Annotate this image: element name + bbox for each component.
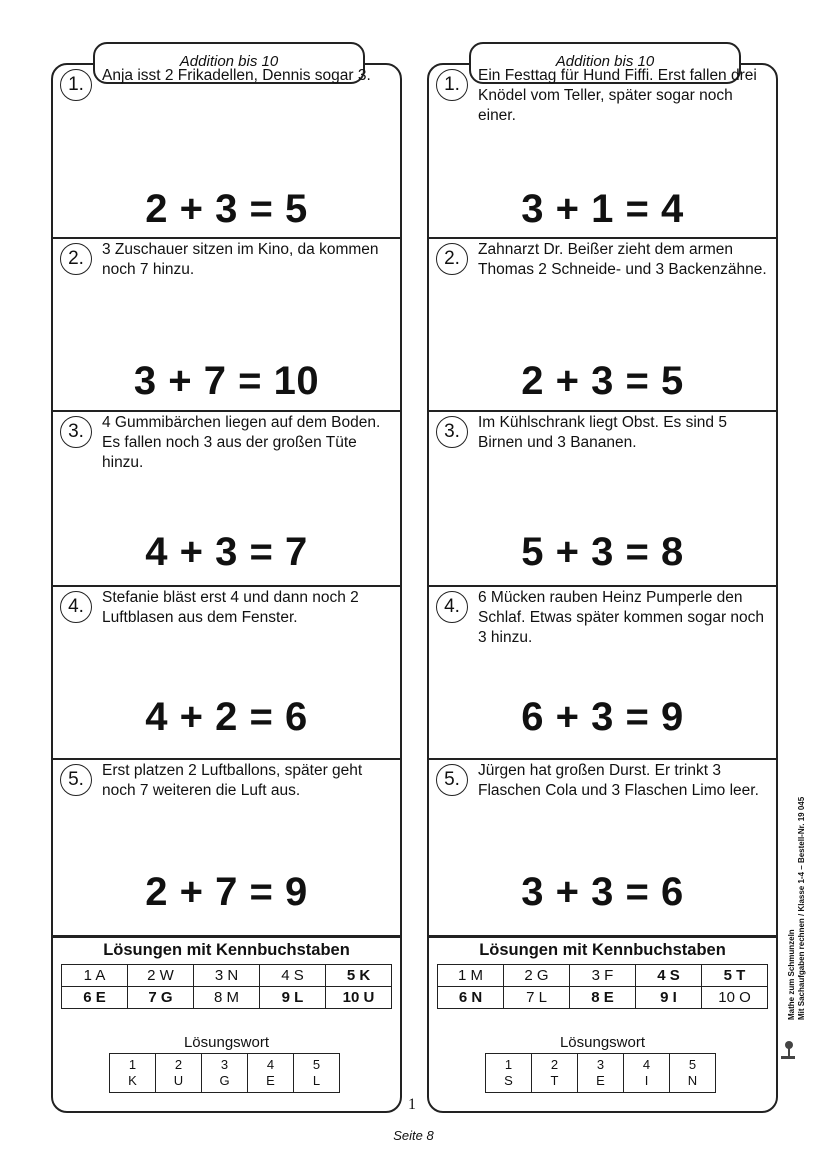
task-text: Erst platzen 2 Luftballons, später geht noch 7 weiteren die Luft aus. [102, 762, 363, 799]
solutions-section [429, 935, 776, 1114]
solution-word-cell [670, 1054, 716, 1093]
solution-cell: 6 E [62, 987, 128, 1009]
solution-cell: 2 G [504, 965, 570, 987]
solution-word-grid [109, 1053, 340, 1093]
solution-word-letter: N [687, 1073, 698, 1088]
solution-cell: 8 E [570, 987, 636, 1009]
task-equation: 3 + 3 = 6 [521, 870, 684, 914]
task-text: 6 Mücken rauben Heinz Pumperle den Schlaf. Etwas später kommen sogar noch 3 hinzu. [478, 589, 765, 646]
solution-cell: 3 N [194, 965, 260, 987]
solution-cell: 9 L [260, 987, 326, 1009]
solution-word-index: 4 [642, 1057, 651, 1072]
solution-word-cell [110, 1054, 156, 1093]
solution-word-label: Lösungswort [559, 1034, 646, 1051]
task-item [429, 410, 776, 585]
task-equation: 5 + 3 = 8 [521, 530, 684, 574]
task-card [427, 53, 778, 1113]
task-number: 1. [60, 69, 92, 101]
solutions-title: Lösungen mit Kennbuchstaben [479, 941, 726, 959]
task-equation: 2 + 3 = 5 [521, 359, 684, 403]
solution-word-label: Lösungswort [183, 1034, 270, 1051]
task-item [53, 758, 400, 935]
solution-word-cell [578, 1054, 624, 1093]
task-text: Jürgen hat großen Durst. Er trinkt 3 Flaschen Cola und 3 Flaschen Limo leer. [478, 762, 759, 799]
publisher-side-note [787, 797, 807, 1020]
task-number: 1. [436, 69, 468, 101]
solution-word-letter: S [504, 1073, 513, 1088]
task-item [429, 237, 776, 410]
task-item [53, 237, 400, 410]
task-item [53, 585, 400, 758]
solution-word-letter: I [644, 1073, 649, 1088]
solution-cell: 1 A [62, 965, 128, 987]
solutions-row [62, 965, 392, 987]
task-text: 4 Gummibärchen liegen auf dem Boden. Es fallen noch 3 aus der großen Tüte hinzu. [102, 414, 381, 471]
card-title: Addition bis 10 [93, 42, 365, 84]
task-number: 5. [436, 764, 468, 796]
page-number: 1 [408, 1096, 416, 1113]
solution-word-cell [532, 1054, 578, 1093]
task-number: 4. [60, 591, 92, 623]
task-item [429, 758, 776, 935]
solution-cell: 7 L [504, 987, 570, 1009]
task-equation: 2 + 7 = 9 [145, 870, 308, 914]
solutions-row [438, 965, 768, 987]
task-text: Ein Festtag für Hund Fiffi. Erst fallen drei Knödel vom Teller, später sogar noch einer. [478, 67, 757, 124]
side-note-line-1: Mathe zum Schmunzeln [787, 929, 796, 1020]
solution-word-cell [202, 1054, 248, 1093]
solution-word-index: 3 [596, 1057, 605, 1072]
solution-word-row [110, 1054, 340, 1093]
solution-word-cell [156, 1054, 202, 1093]
solution-word-letter: T [550, 1073, 559, 1088]
task-text: Zahnarzt Dr. Beißer zieht dem armen Thomas 2 Schneide- und 3 Backenzähne. [478, 241, 767, 278]
solution-word-letter: U [173, 1073, 184, 1088]
side-note-line-2: Mit Sachaufgaben rechnen / Klasse 1-4 – Bestell-Nr. 19 045 [797, 796, 806, 1020]
solution-cell: 1 M [438, 965, 504, 987]
task-number: 2. [436, 243, 468, 275]
solution-word-index: 5 [688, 1057, 697, 1072]
solution-word-index: 2 [174, 1057, 183, 1072]
solution-word-letter: L [312, 1073, 321, 1088]
solution-cell: 9 I [636, 987, 702, 1009]
solution-word-index: 4 [266, 1057, 275, 1072]
solution-word-index: 3 [220, 1057, 229, 1072]
solution-word-index: 1 [504, 1057, 513, 1072]
task-number: 3. [60, 416, 92, 448]
solution-word-index: 1 [128, 1057, 137, 1072]
solution-cell: 10 O [702, 987, 768, 1009]
task-number: 3. [436, 416, 468, 448]
solution-word-cell [294, 1054, 340, 1093]
solution-word-cell [248, 1054, 294, 1093]
task-equation: 3 + 7 = 10 [133, 359, 320, 403]
task-text: 3 Zuschauer sitzen im Kino, da kommen noch 7 hinzu. [102, 241, 379, 278]
solution-word-letter: E [596, 1073, 605, 1088]
publisher-logo-icon [780, 1040, 796, 1060]
task-equation: 4 + 3 = 7 [145, 530, 308, 574]
task-equation: 3 + 1 = 4 [521, 187, 684, 231]
task-number: 5. [60, 764, 92, 796]
solutions-grid [61, 964, 392, 1009]
solution-word-letter: E [266, 1073, 275, 1088]
solution-word-grid [485, 1053, 716, 1093]
solution-cell: 8 M [194, 987, 260, 1009]
task-equation: 2 + 3 = 5 [145, 187, 308, 231]
solution-cell: 4 S [260, 965, 326, 987]
task-item [53, 410, 400, 585]
footer-page-label: Seite 8 [393, 1128, 434, 1143]
solution-cell: 10 U [326, 987, 392, 1009]
task-text: Im Kühlschrank liegt Obst. Es sind 5 Birnen und 3 Bananen. [478, 414, 727, 451]
solution-word-row [486, 1054, 716, 1093]
solution-word-letter: G [219, 1073, 230, 1088]
solutions-grid [437, 964, 768, 1009]
solution-word-index: 2 [550, 1057, 559, 1072]
task-card [51, 53, 402, 1113]
solution-cell: 4 S [636, 965, 702, 987]
task-equation: 6 + 3 = 9 [521, 695, 684, 739]
solution-word-cell [486, 1054, 532, 1093]
task-item [53, 65, 400, 237]
solution-word-index: 5 [312, 1057, 321, 1072]
card-title: Addition bis 10 [469, 42, 741, 84]
solutions-row [62, 987, 392, 1009]
task-number: 2. [60, 243, 92, 275]
solutions-section [53, 935, 400, 1114]
task-number: 4. [436, 591, 468, 623]
task-item [429, 65, 776, 237]
task-text: Stefanie bläst erst 4 und dann noch 2 Luftblasen aus dem Fenster. [102, 589, 359, 626]
solution-cell: 2 W [128, 965, 194, 987]
task-equation: 4 + 2 = 6 [145, 695, 308, 739]
solutions-row [438, 987, 768, 1009]
solution-word-letter: K [128, 1073, 137, 1088]
task-text: Anja isst 2 Frikadellen, Dennis sogar 3. [102, 67, 371, 84]
solution-cell: 5 K [326, 965, 392, 987]
solution-cell: 7 G [128, 987, 194, 1009]
solution-cell: 3 F [570, 965, 636, 987]
solutions-title: Lösungen mit Kennbuchstaben [103, 941, 350, 959]
solution-cell: 5 T [702, 965, 768, 987]
solution-word-cell [624, 1054, 670, 1093]
task-item [429, 585, 776, 758]
solution-cell: 6 N [438, 987, 504, 1009]
